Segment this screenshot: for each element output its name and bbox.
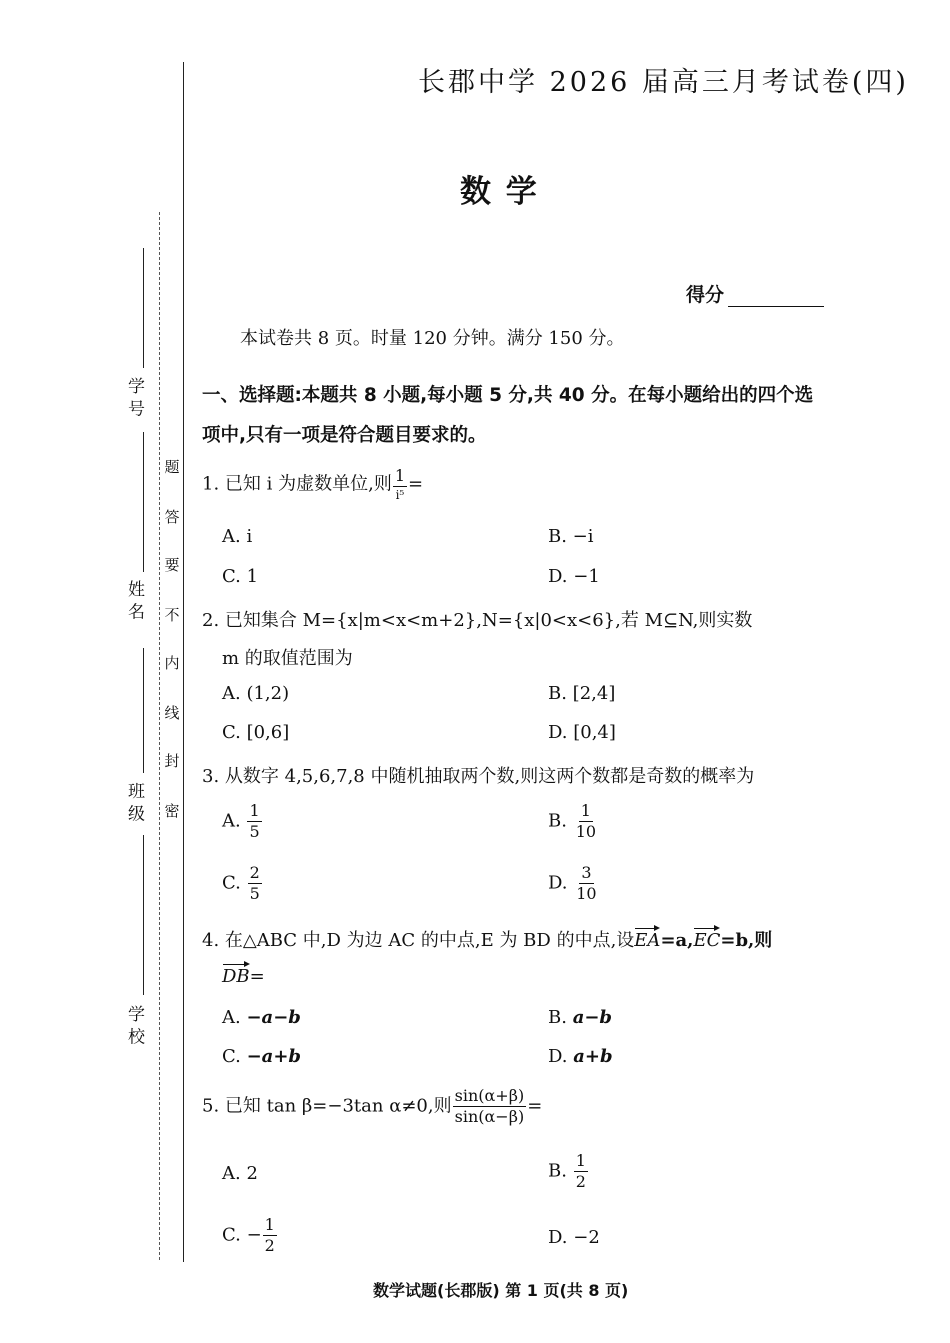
option-fraction xyxy=(247,803,261,840)
fraction-denominator: 10 xyxy=(575,822,597,841)
question-3-option-c xyxy=(222,865,263,902)
option-fraction xyxy=(574,1153,588,1190)
class-label: 班 级 xyxy=(124,782,144,822)
option-fraction xyxy=(574,865,598,902)
option-label: B. xyxy=(548,810,567,832)
option-label: C. xyxy=(222,1046,241,1067)
equals-sign: = xyxy=(249,966,265,987)
option-value: a+b xyxy=(573,1046,613,1067)
question-4-text: 4. 在△ABC 中,D 为边 AC 的中点,E 为 BD 的中点,设 xyxy=(202,930,635,951)
question-3-option-b xyxy=(548,803,599,840)
option-label: B. xyxy=(548,1160,567,1182)
subject-text: 数 学 xyxy=(460,174,539,210)
warning-char: 密 xyxy=(164,802,180,820)
question-3-option-d xyxy=(548,865,600,902)
question-2-stem-line2: m 的取值范围为 xyxy=(222,648,353,669)
page-footer: 数学试题(长郡版) 第 1 页(共 8 页) xyxy=(373,1281,629,1300)
question-1-stem xyxy=(202,468,423,501)
fraction-numerator: 3 xyxy=(581,863,592,882)
fraction-numerator: sin(α+β) xyxy=(454,1086,525,1105)
option-fraction xyxy=(263,1217,277,1254)
option-value: −a+b xyxy=(246,1046,302,1067)
school-label: 学 校 xyxy=(124,1005,144,1045)
question-1-option-a: A. i xyxy=(222,526,253,547)
question-5-text: 5. 已知 tan β=−3tan α≠0,则 xyxy=(202,1095,452,1117)
vector-ec: EC xyxy=(693,930,721,951)
question-1-option-b: B. −i xyxy=(548,526,594,547)
warning-char: 答 xyxy=(164,508,180,526)
fraction-denominator: 2 xyxy=(575,1172,586,1191)
question-1-option-c: C. 1 xyxy=(222,566,259,587)
fraction-numerator: 1 xyxy=(249,801,260,820)
warning-char: 要 xyxy=(164,556,180,574)
warning-char: 线 xyxy=(164,704,180,722)
fraction-numerator: 1 xyxy=(575,1151,586,1170)
fraction-denominator: sin(α−β) xyxy=(454,1107,525,1126)
question-5-fraction xyxy=(453,1088,527,1125)
question-4-option-b xyxy=(548,1007,612,1028)
question-5-stem xyxy=(202,1088,542,1125)
option-label: A. xyxy=(222,810,241,832)
question-4-stem-line1 xyxy=(202,926,772,952)
student-id-label: 学 号 xyxy=(124,377,144,417)
equals-sign: = xyxy=(408,473,424,495)
vector-db: DB xyxy=(222,966,250,987)
option-label: A. xyxy=(222,1007,241,1028)
fraction-numerator: 1 xyxy=(264,1215,275,1234)
question-5-option-a: A. 2 xyxy=(222,1163,258,1184)
score-field xyxy=(686,280,824,307)
question-5-option-d: D. −2 xyxy=(548,1227,600,1248)
option-label: D. xyxy=(548,1046,568,1067)
warning-char: 题 xyxy=(164,458,180,476)
question-1-text: 1. 已知 i 为虚数单位,则 xyxy=(202,473,392,495)
question-5-option-b xyxy=(548,1153,589,1190)
warning-char: 内 xyxy=(164,654,180,672)
option-label: D. xyxy=(548,872,568,894)
question-4-stem-line2 xyxy=(222,966,265,987)
subject-title xyxy=(460,166,539,211)
school-title: 长郡中学 2026 届高三月考试卷(四) xyxy=(418,67,909,98)
question-2-option-b: B. [2,4] xyxy=(548,683,616,704)
option-label: C. xyxy=(222,872,241,894)
option-value: a−b xyxy=(572,1007,613,1028)
option-fraction xyxy=(248,865,262,902)
question-2-option-c: C. [0,6] xyxy=(222,722,290,743)
question-4-text-mid1: =a, xyxy=(660,930,694,951)
fraction-denominator: 5 xyxy=(249,884,260,903)
question-2-stem-line1: 2. 已知集合 M={x|m<x<m+2},N={x|0<x<6},若 M⊆N,则实数 xyxy=(202,610,753,631)
fraction-denominator: 2 xyxy=(264,1236,275,1255)
warning-char: 封 xyxy=(164,752,180,770)
question-1-option-d: D. −1 xyxy=(548,566,600,587)
section-heading: 一、选择题:本题共 8 小题,每小题 5 分,共 40 分。在每小题给出的四个选项中,只有一项是符合题目要求的。 xyxy=(202,385,814,446)
binding-margin-dashed-line xyxy=(159,212,160,1260)
option-fraction xyxy=(574,803,598,840)
question-4-option-d xyxy=(548,1046,613,1067)
name-label: 姓 名 xyxy=(124,580,144,620)
fraction-numerator: 1 xyxy=(394,466,406,485)
warning-char: 不 xyxy=(164,606,180,624)
fraction-denominator: i⁵ xyxy=(395,488,405,502)
student-id-underline xyxy=(143,248,144,368)
binding-margin-solid-line xyxy=(183,62,184,1262)
vector-ea: EA xyxy=(634,930,661,951)
option-value: −a−b xyxy=(246,1007,301,1028)
name-underline xyxy=(143,432,144,572)
school-underline xyxy=(143,835,144,995)
class-underline xyxy=(143,648,144,773)
question-5-option-c xyxy=(222,1217,278,1254)
score-label: 得分 xyxy=(686,284,725,306)
fraction-numerator: 2 xyxy=(249,863,260,882)
option-label: C. − xyxy=(222,1224,262,1246)
question-3-option-a xyxy=(222,803,263,840)
question-3-stem: 3. 从数字 4,5,6,7,8 中随机抽取两个数,则这两个数都是奇数的概率为 xyxy=(202,766,755,787)
equals-sign: = xyxy=(527,1095,543,1117)
question-4-text-mid2: =b,则 xyxy=(720,930,773,951)
fraction-denominator: 5 xyxy=(249,822,260,841)
question-2-option-a: A. (1,2) xyxy=(222,683,290,704)
question-2-option-d: D. [0,4] xyxy=(548,722,616,743)
fraction-denominator: 10 xyxy=(576,884,597,903)
fraction-numerator: 1 xyxy=(580,801,591,820)
exam-info: 本试卷共 8 页。时量 120 分钟。满分 150 分。 xyxy=(240,328,625,349)
question-4-option-c xyxy=(222,1046,301,1067)
question-4-option-a xyxy=(222,1007,301,1028)
option-label: B. xyxy=(548,1007,567,1028)
question-1-fraction xyxy=(393,468,407,501)
score-blank xyxy=(728,288,824,307)
